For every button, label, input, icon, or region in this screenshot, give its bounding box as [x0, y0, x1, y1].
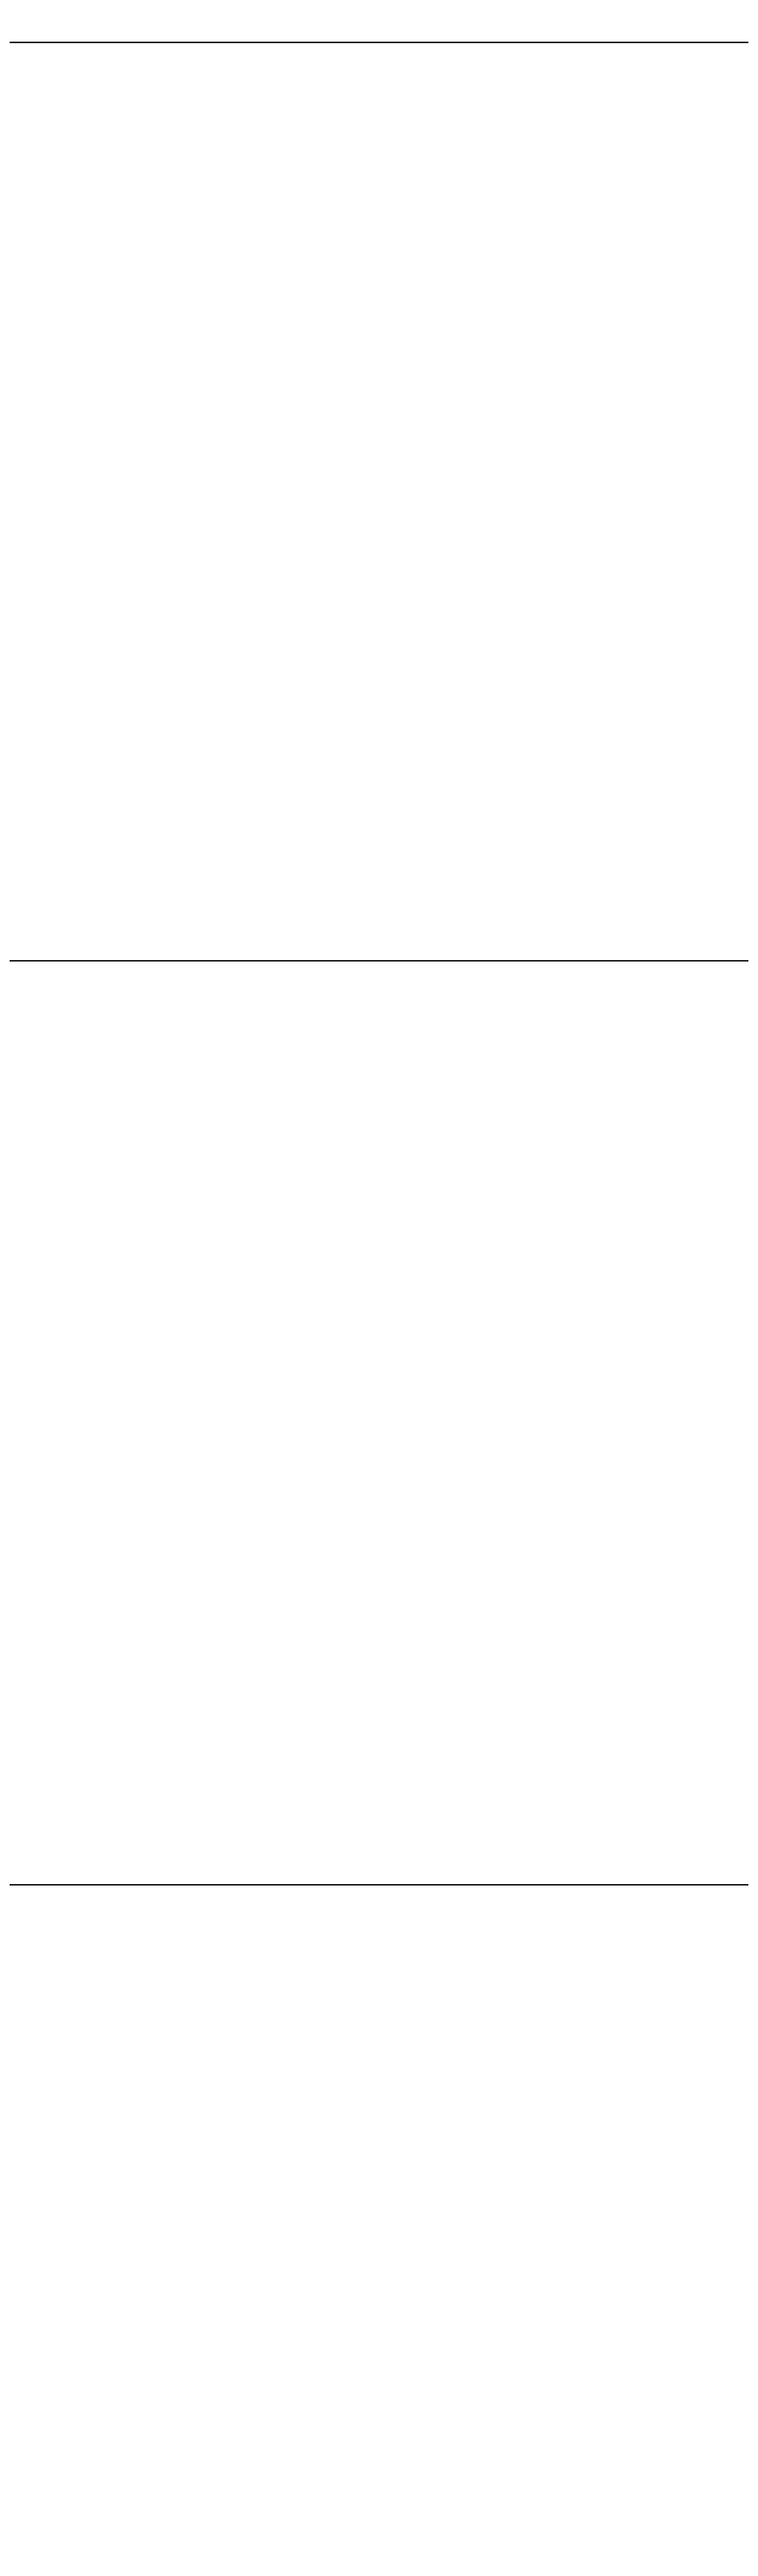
table-section-1	[10, 42, 748, 43]
table-section-2	[10, 960, 748, 962]
table-section-3	[10, 1884, 748, 1886]
